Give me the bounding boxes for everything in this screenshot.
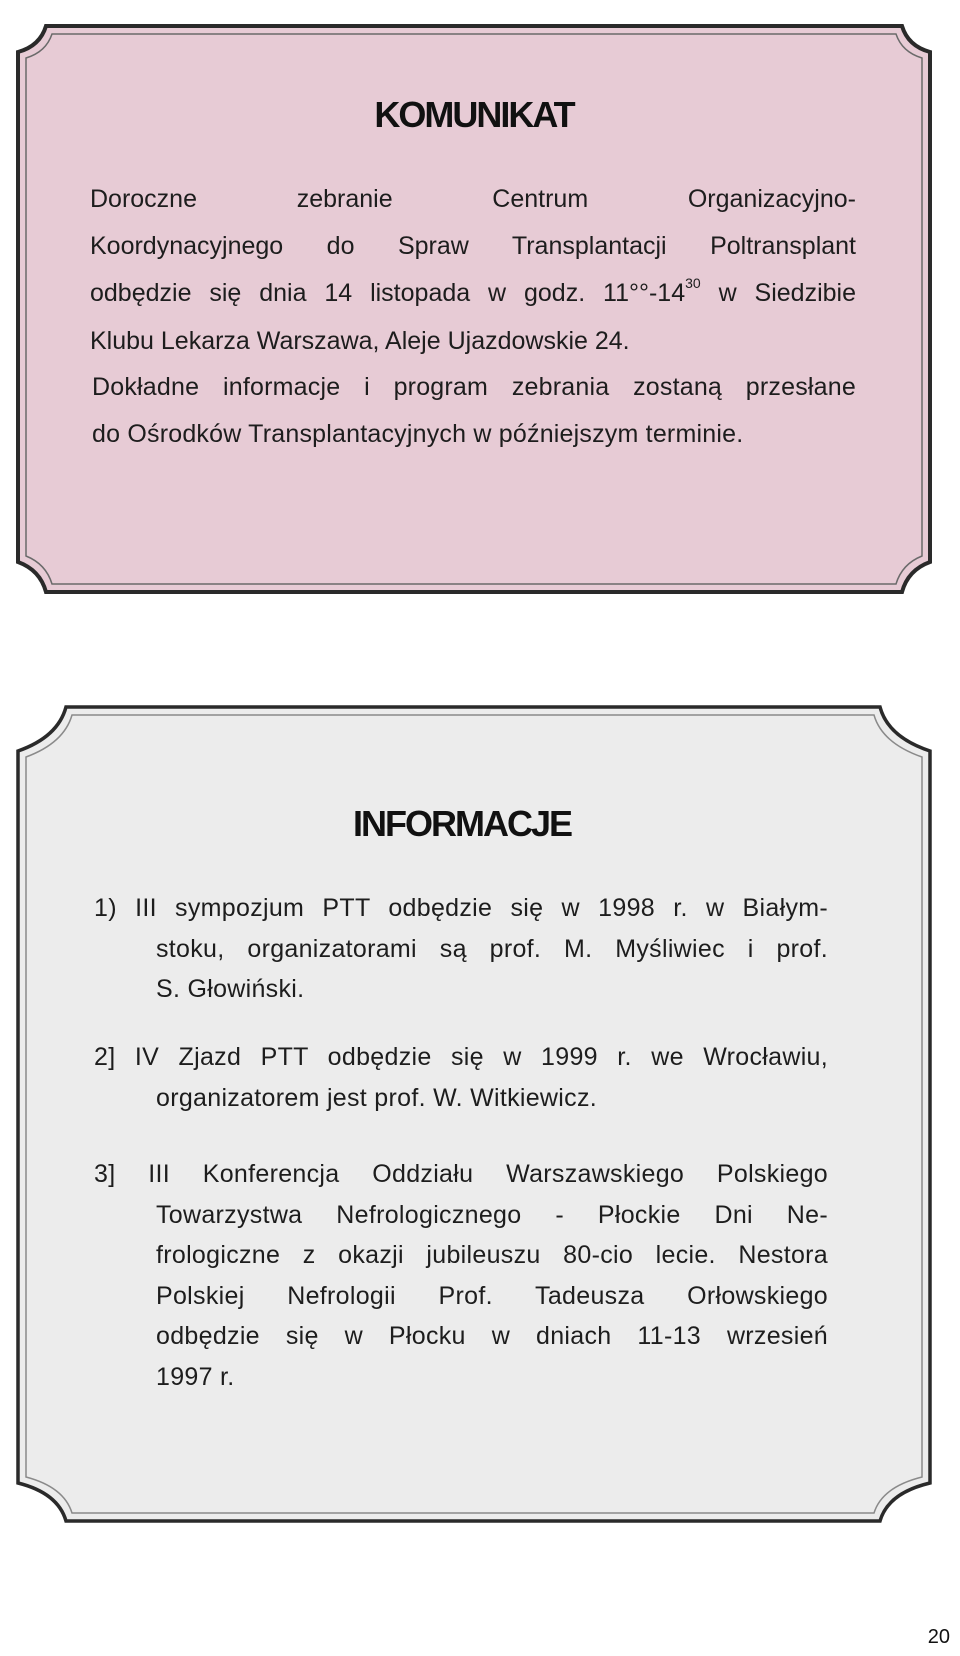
text-line: 2] IV Zjazd PTT odbędzie się w 1999 r. we Wrocławiu, <box>94 1043 828 1071</box>
text-line: do Ośrodków Transplantacyjnych w późniejszym terminie. <box>92 420 744 449</box>
text-line: 1997 r. <box>156 1362 235 1391</box>
text-line: Towarzystwa Nefrologicznego - Płockie Dni Ne- <box>156 1200 828 1229</box>
komunikat-paragraph-1 <box>90 176 856 365</box>
page-number: 20 <box>927 1626 950 1648</box>
text-line-with-time <box>90 270 856 317</box>
komunikat-box <box>12 22 936 596</box>
text-line: Klubu Lekarza Warszawa, Aleje Ujazdowskie 24. <box>90 326 630 355</box>
time-text-rest: w Siedzibie <box>700 279 856 308</box>
time-superscript: 30 <box>685 275 701 292</box>
time-text: odbędzie się dnia 14 listopada w godz. 11°°-14 <box>90 279 686 308</box>
komunikat-title: KOMUNIKAT <box>374 94 574 135</box>
text-line: S. Głowiński. <box>156 975 305 1003</box>
text-line: Dokładne informacje i program zebrania zostaną przesłane <box>92 373 856 401</box>
text-line: stoku, organizatorami są prof. M. Myśliwiec i prof. <box>156 934 828 963</box>
text-line: organizatorem jest prof. W. Witkiewicz. <box>156 1083 597 1112</box>
komunikat-paragraph-2 <box>92 364 856 458</box>
text-line: odbędzie się w Płocku w dniach 11-13 wrzesień <box>156 1322 828 1350</box>
text-line: 3] III Konferencja Oddziału Warszawskiego Polskiego <box>94 1160 828 1188</box>
info-item-2 <box>94 1037 828 1118</box>
informacje-box <box>12 703 936 1525</box>
text-line: 1) III sympozjum PTT odbędzie się w 1998 r. w Białym- <box>94 894 828 922</box>
informacje-title: INFORMACJE <box>352 803 571 844</box>
text-line: Polskiej Nefrologii Prof. Tadeusza Orłowskiego <box>156 1281 828 1310</box>
text-line: Doroczne zebranie Centrum Organizacyjno- <box>90 185 856 213</box>
text-line: frologiczne z okazji jubileuszu 80-cio lecie. Nestora <box>156 1241 828 1269</box>
info-item-3 <box>94 1154 828 1397</box>
text-line: Koordynacyjnego do Spraw Transplantacji Poltransplant <box>90 232 856 261</box>
info-item-1 <box>94 888 828 1010</box>
